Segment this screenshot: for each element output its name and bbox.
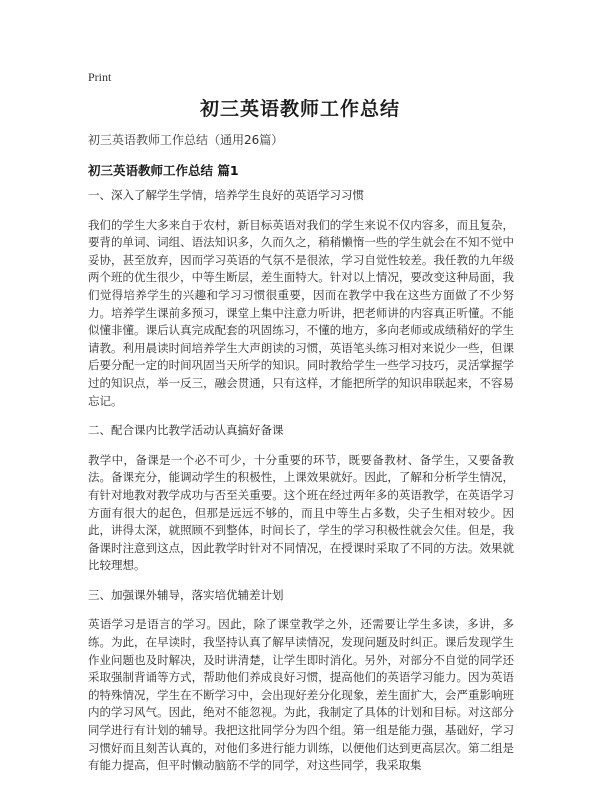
section-heading-2: 二、配合课内比教学活动认真搞好备课 [88, 423, 284, 438]
print-link[interactable]: Print [88, 70, 112, 84]
section-heading-1: 一、深入了解学生学情，培养学生良好的英语学习习惯 [88, 188, 364, 202]
section-heading-3: 三、加强课外辅导，落实培优辅差计划 [88, 587, 284, 602]
document-title: 初三英语教师工作总结 [199, 98, 400, 120]
section-paragraph-2: 教学中，备课是一个必不可少，十分重要的环节，既要备教材、备学生，又要备教法。备课充分，能调动学生的积极性，上课效果就好。因此，了解和分析学生情况，有针对地教对教学成功与否至关重要。这个班在经过两年多的英语教学，在英语学习方面有很大的起色，但那是远远不够的，而且中等生占多数，尖子生相对较少。因此，讲得太深，就照顾不到整体，时间长了，学生的学习积极性就会欠佳。但是，我备课时注意到这点，因此教学时针对不同情况，在授课时采取了不同的方法。效果就比较理想。 [88, 452, 514, 573]
section-paragraph-3: 英语学习是语言的学习。因此，除了课堂教学之外，还需要让学生多读，多讲，多练。为此，在早读时，我坚持认真了解早读情况，发现问题及时纠正。课后发现学生作业问题也及时解决，及时讲清楚，让学生即时消化。另外，对部分不自觉的同学还采取强制背诵等方式，帮助他们养成良好习惯，提高他们的英语学习能力。因为英语的特殊情况，学生在不断学习中，会出现好差分化现象，差生面扩大，会严重影响班内的学习风气。因此，绝对不能忽视。为此，我制定了具体的计划和目标。对这部分同学进行有计划的辅导。我把这批同学分为四个组。第一组是能力强，基础好，学习习惯好而且刻苦认真的，对他们多进行能力训练，以便他们达到更高层次。第二组是有能力提高，但平时懒动脑筋不学的同学，对这些同学，我采取集 [88, 617, 514, 773]
document-body [88, 187, 514, 787]
document-subtitle: 初三英语教师工作总结（通用26篇） [88, 133, 284, 147]
part-heading: 初三英语教师工作总结 篇1 [88, 163, 239, 178]
section-paragraph-1: 我们的学生大多来自于农村，新目标英语对我们的学生来说不仅内容多，而且复杂，要背的单词、词组、语法知识多，久而久之，稍稍懒惰一些的学生就会在不知不觉中妥协，甚至放弃，因而学习英语的气氛不是很浓，学习自觉性较差。我任教的九年级两个班的优生很少，中等生断层，差生面特大。针对以上情况，要改变这种局面，我们觉得培养学生的兴趣和学习习惯很重要，因而在教学中我在这些方面做了不少努力。培养学生课前多预习，课堂上集中注意力听讲，把老师讲的内容真正听懂。不能似懂非懂。课后认真完成配套的巩固练习，不懂的地方，多向老师或成绩稍好的学生请教。利用晨读时间培养学生大声朗读的习惯，英语笔头练习相对来说少一些，但课后要分配一定的时间巩固当天所学的知识。同时教给学生一些学习技巧，灵活掌握学过的知识点，举一反三，融会贯通，只有这样，才能把所学的知识串联起来，不容易忘记。 [88, 217, 514, 408]
